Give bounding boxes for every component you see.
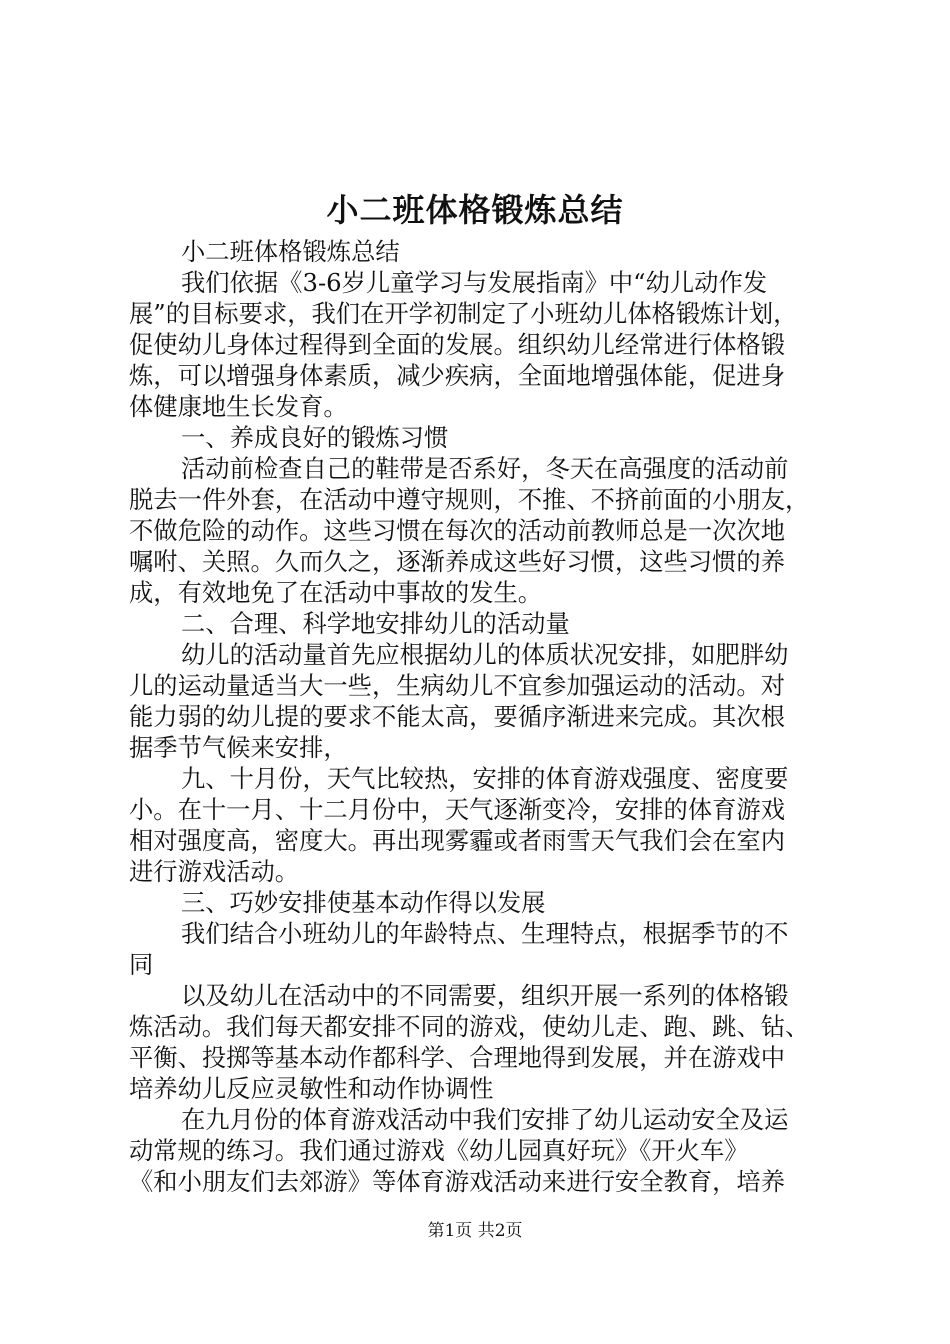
text-line: 炼，可以增强身体素质，减少疾病，全面地增强体能，促进身 [129,361,786,390]
document-body [129,236,829,1197]
text-line: 小二班体格锻炼总结 [181,237,400,266]
text-line: 脱去一件外套，在活动中遵守规则，不推、不挤前面的小朋友， [129,485,810,514]
text-line: 我们结合小班幼儿的年龄特点、生理特点，根据季节的不 [181,919,789,948]
text-line: 三、巧妙安排使基本动作得以发展 [181,888,546,917]
text-line: 幼儿的活动量首先应根据幼儿的体质状况安排，如肥胖幼 [181,640,789,669]
text-line: 促使幼儿身体过程得到全面的发展。组织幼儿经常进行体格锻 [129,330,786,359]
text-line: 展”的目标要求，我们在开学初制定了小班幼儿体格锻炼计划， [129,299,798,328]
text-line: 能力弱的幼儿提的要求不能太高，要循序渐进来完成。其次根 [129,702,786,731]
text-line: 二、合理、科学地安排幼儿的活动量 [181,609,570,638]
text-line: 据季节气候来安排， [129,733,348,762]
text-line: 同 [129,950,154,979]
text-line: 嘱咐、关照。久而久之，逐渐养成这些好习惯，这些习惯的养 [129,547,786,576]
text-line: 不做危险的动作。这些习惯在每次的活动前教师总是一次次地 [129,516,786,545]
text-line: 进行游戏活动。 [129,857,300,886]
text-line: 一、养成良好的锻炼习惯 [181,423,449,452]
text-line: 培养幼儿反应灵敏性和动作协调性 [129,1074,494,1103]
text-line: 动常规的练习。我们通过游戏《幼儿园真好玩》《开火车》 [129,1136,749,1165]
text-line: 炼活动。我们每天都安排不同的游戏，使幼儿走、跑、跳、钻、 [129,1012,810,1041]
text-line: 相对强度高，密度大。再出现雾霾或者雨雪天气我们会在室内 [129,826,786,855]
text-line: 以及幼儿在活动中的不同需要，组织开展一系列的体格锻 [181,981,789,1010]
page-footer: 第1页 共2页 [427,1221,523,1241]
text-line: 《和小朋友们去郊游》等体育游戏活动来进行安全教育，培养 [129,1167,786,1196]
document-title: 小二班体格锻炼总结 [326,191,624,229]
text-line: 儿的运动量适当大一些，生病幼儿不宜参加强运动的活动。对 [129,671,786,700]
text-line: 我们依据《3-6岁儿童学习与发展指南》中“幼儿动作发 [181,268,768,297]
text-line: 九、十月份，天气比较热，安排的体育游戏强度、密度要 [181,764,789,793]
text-line: 活动前检查自己的鞋带是否系好，冬天在高强度的活动前 [181,454,789,483]
text-line: 体健康地生长发育。 [129,392,348,421]
text-line: 在九月份的体育游戏活动中我们安排了幼儿运动安全及运 [181,1105,789,1134]
text-line: 小。在十一月、十二月份中，天气逐渐变冷，安排的体育游戏 [129,795,786,824]
text-line: 成，有效地免了在活动中事故的发生。 [129,578,543,607]
text-line: 平衡、投掷等基本动作都科学、合理地得到发展，并在游戏中 [129,1043,786,1072]
